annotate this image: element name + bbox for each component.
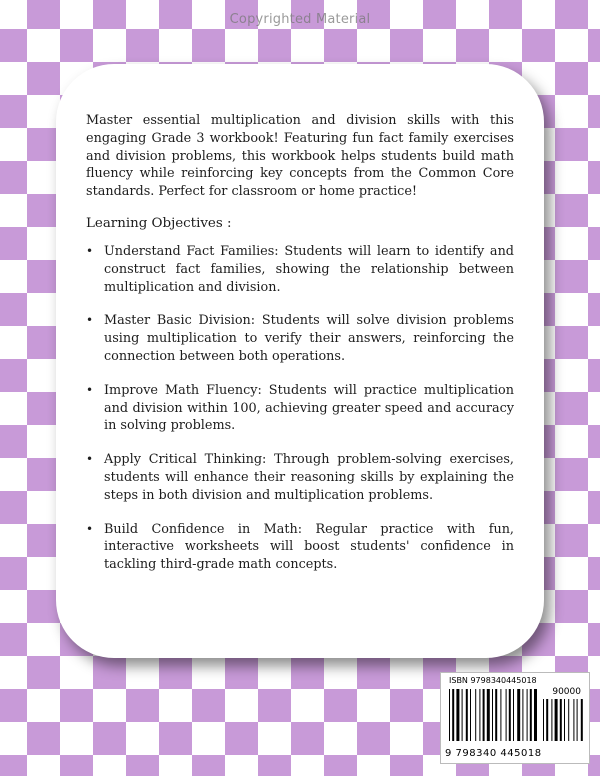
objective-item — [86, 521, 514, 574]
bullet-icon: • — [86, 452, 94, 467]
objective-text: Build Confidence in Math: Regular practice with fun, interactive worksheets will boost students' confidence in tackling third-grade math concepts. — [104, 521, 514, 573]
objectives-list — [86, 243, 514, 574]
description-panel — [56, 64, 544, 658]
price-code: 90000 — [552, 687, 581, 697]
objective-item — [86, 312, 514, 365]
bullet-icon: • — [86, 382, 94, 397]
intro-paragraph: Master essential multiplication and division skills with this engaging Grade 3 workbook! Featuring fun fact family exercises and division problems, this workbook helps students build math fluency while reinforcing key concepts from the Common Core standards. Perfect for classroom or home practice! — [86, 113, 514, 200]
objective-text: Understand Fact Families: Students will learn to identify and construct fact families, showing the relationship between multiplication and division. — [104, 243, 514, 295]
bullet-icon: • — [86, 243, 94, 258]
objective-text: Master Basic Division: Students will solve division problems using multiplication to verify their answers, reinforcing the connection between both operations. — [104, 313, 514, 364]
bullet-icon: • — [86, 313, 94, 328]
objective-item — [86, 243, 514, 296]
barcode-digits: 9 798340 445018 — [445, 748, 542, 759]
bullet-icon: • — [86, 521, 94, 536]
objective-text: Improve Math Fluency: Students will practice multiplication and division within 100, achieving greater speed and accuracy in solving problems. — [104, 382, 514, 434]
objective-text: Apply Critical Thinking: Through problem-solving exercises, students will enhance their reasoning skills by explaining the steps in both division and multiplication problems. — [104, 452, 514, 503]
copyright-watermark: Copyrighted Material — [229, 12, 371, 27]
barcode-bars-icon — [447, 687, 585, 745]
isbn-barcode — [440, 672, 590, 764]
isbn-label: ISBN 9798340445018 — [449, 676, 537, 685]
objective-item — [86, 451, 514, 504]
objectives-heading: Learning Objectives : — [86, 215, 232, 231]
objective-item — [86, 382, 514, 435]
